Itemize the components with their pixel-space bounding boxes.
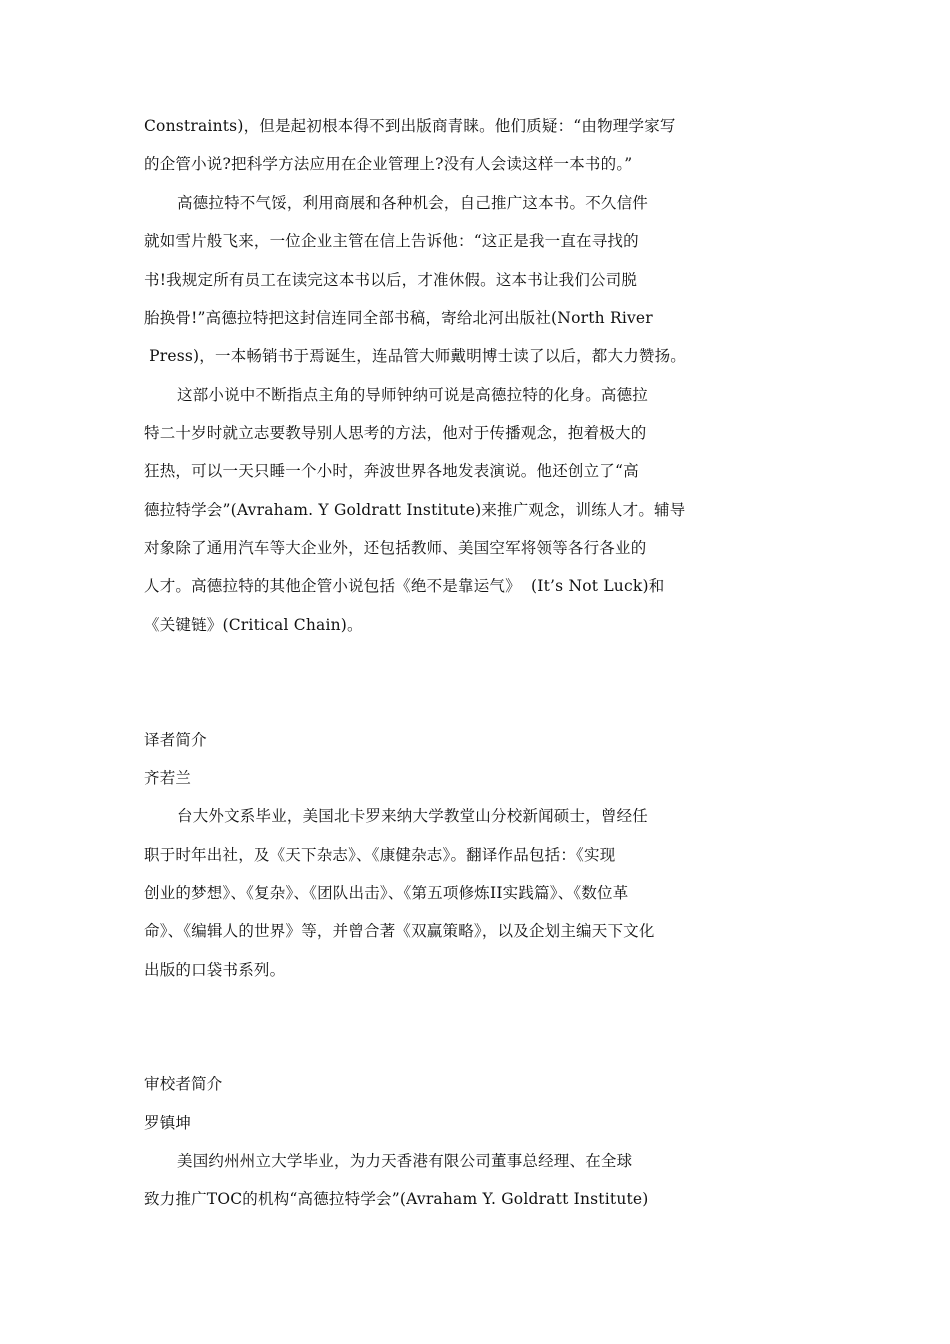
paragraph-first-line: 台大外文系毕业，美国北卡罗来纳大学教堂山分校新闻硕士，曾经任 (177, 807, 649, 825)
paragraph-first-line: 美国约州州立大学毕业，为力天香港有限公司董事总经理、在全球 (177, 1152, 633, 1170)
body-line: 狂热，可以一天只睡一个小时，奔波世界各地发表演说。他还创立了“高 (144, 462, 639, 480)
body-line: Press)，一本畅销书于焉诞生，连品管大师戴明博士读了以后，都大力赞扬。 (144, 347, 686, 365)
translator-name: 齐若兰 (144, 769, 192, 787)
body-line: 的企管小说?把科学方法应用在企业管理上?没有人会读这样一本书的。” (144, 155, 633, 173)
paragraph-first-line: 这部小说中不断指点主角的导师钟纳可说是高德拉特的化身。高德拉 (177, 386, 649, 404)
body-line: 就如雪片般飞来，一位企业主管在信上告诉他：“这正是我一直在寻找的 (144, 232, 639, 250)
reviewer-name: 罗镇坤 (144, 1114, 192, 1132)
body-line: 致力推广TOC的机构“高德拉特学会”(Avraham Y. Goldratt Institute) (144, 1190, 649, 1208)
section-heading-reviewer: 审校者简介 (144, 1075, 223, 1093)
body-line: 命》、《编辑人的世界》等，并曾合著《双赢策略》，以及企划主编天下文化 (144, 922, 655, 940)
body-line: 德拉特学会”(Avraham. Y Goldratt Institute)来推广观念，训练人才。辅导 (144, 501, 686, 519)
paragraph-first-line: 高德拉特不气馁，利用商展和各种机会，自己推广这本书。不久信件 (177, 194, 649, 212)
body-line: 出版的口袋书系列。 (144, 961, 286, 979)
body-line: 特二十岁时就立志要教导别人思考的方法，他对于传播观念，抱着极大的 (144, 424, 647, 442)
body-line: Constraints)，但是起初根本得不到出版商青睐。他们质疑：“由物理学家写 (144, 117, 676, 135)
body-line: 胎换骨!”高德拉特把这封信连同全部书稿，寄给北河出版社(North River (144, 309, 653, 327)
body-line: 对象除了通用汽车等大企业外，还包括教师、美国空军将领等各行各业的 (144, 539, 647, 557)
body-line: 职于时年出社，及《天下杂志》、《康健杂志》。翻译作品包括：《实现 (144, 846, 616, 864)
section-heading-translator: 译者简介 (144, 731, 207, 749)
body-line: 《关键链》(Critical Chain)。 (144, 616, 363, 634)
body-line: 书!我规定所有员工在读完这本书以后，才准休假。这本书让我们公司脱 (144, 271, 638, 289)
body-line: 创业的梦想》、《复杂》、《团队出击》、《第五项修炼II实践篇》、《数位革 (144, 884, 629, 902)
body-line: 人才。高德拉特的其他企管小说包括《绝不是靠运气》 (It’s Not Luck)和 (144, 577, 665, 595)
